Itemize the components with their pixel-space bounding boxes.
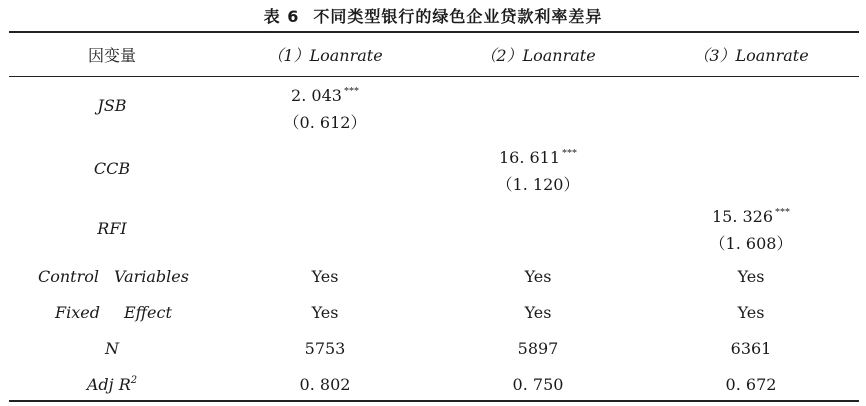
- se-ccb: （1. 120）: [496, 175, 580, 194]
- fixed-col-3: Yes: [737, 303, 765, 322]
- squared-superscript: 2: [130, 375, 138, 386]
- significance-stars: ***: [775, 207, 791, 218]
- table-caption: 不同类型银行的绿色企业贷款利率差异: [313, 7, 603, 26]
- coef-jsb: [291, 86, 359, 105]
- header-dependent-variable: 因变量: [87, 46, 137, 65]
- coef-rfi-value: 15. 326: [711, 207, 774, 226]
- row-label-control-a: Control: [38, 267, 100, 286]
- fixed-col-2: Yes: [524, 303, 552, 322]
- coef-ccb: [499, 148, 577, 167]
- fixed-col-1: Yes: [311, 303, 339, 322]
- bottom-rule: [9, 400, 859, 402]
- n-col-1: 5753: [304, 339, 346, 358]
- row-label-ccb: CCB: [93, 159, 131, 178]
- header-col-2: （2）Loanrate: [480, 46, 596, 65]
- adjr2-col-2: 0. 750: [512, 375, 564, 394]
- coef-rfi: [712, 207, 790, 226]
- row-label-rfi: RFI: [97, 219, 127, 238]
- se-rfi: （1. 608）: [709, 234, 793, 253]
- significance-stars: ***: [562, 148, 578, 159]
- adjr2-col-1: 0. 802: [299, 375, 351, 394]
- control-col-2: Yes: [524, 267, 552, 286]
- header-col-3: （3）Loanrate: [693, 46, 809, 65]
- row-label-control-b: Variables: [114, 267, 189, 286]
- header-col-1: （1）Loanrate: [267, 46, 383, 65]
- top-rule: [9, 31, 859, 33]
- row-label-fixed-b: Effect: [124, 303, 172, 322]
- row-label-jsb: JSB: [97, 96, 127, 115]
- n-col-2: 5897: [517, 339, 559, 358]
- control-col-1: Yes: [311, 267, 339, 286]
- control-col-3: Yes: [737, 267, 765, 286]
- adjr2-col-3: 0. 672: [725, 375, 777, 394]
- table-number: 表 6: [263, 7, 300, 26]
- n-col-3: 6361: [730, 339, 772, 358]
- row-label-fixed-a: Fixed: [55, 303, 100, 322]
- se-jsb: （0. 612）: [283, 113, 367, 132]
- row-label-adj-r2: [87, 375, 137, 394]
- row-label-n: N: [105, 339, 119, 358]
- header-rule: [9, 76, 859, 77]
- significance-stars: ***: [343, 86, 359, 97]
- adj-r-text: Adj R: [86, 375, 131, 394]
- table-title: [0, 4, 866, 27]
- coef-jsb-value: 2. 043: [291, 86, 342, 105]
- coef-ccb-value: 16. 611: [498, 148, 561, 167]
